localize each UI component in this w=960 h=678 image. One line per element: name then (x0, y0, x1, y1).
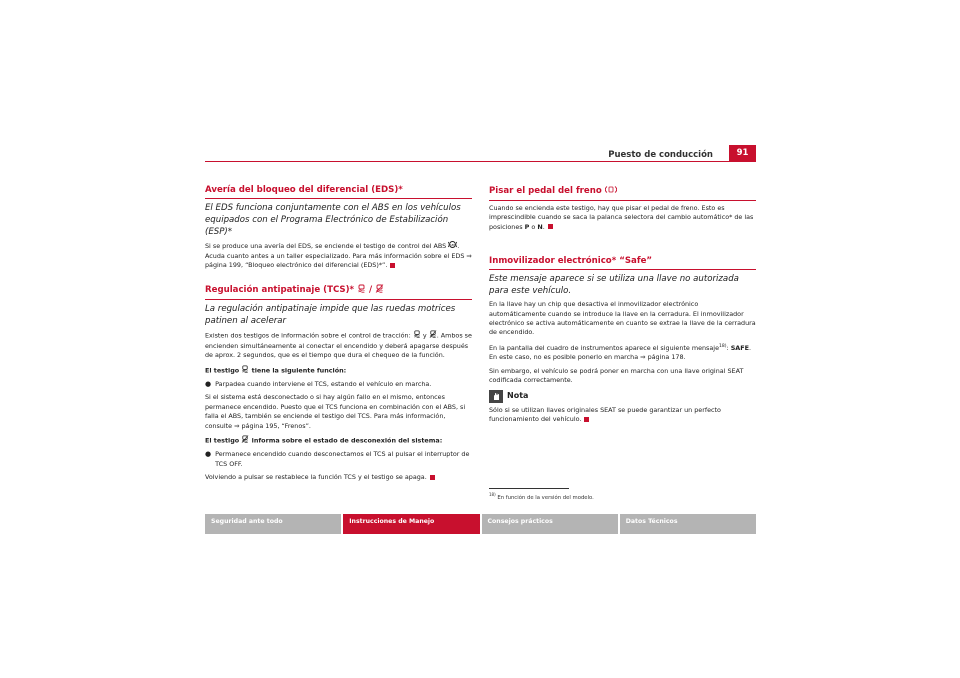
bullet-icon: ● (205, 450, 212, 459)
end-mark-icon (548, 224, 553, 229)
abs-warning-icon (448, 241, 457, 251)
eds-paragraph: Si se produce una avería del EDS, se enciende el testigo de control del ABS ABS . Acuda cuanto antes a un taller especializado. Para más información sobre el EDS ⇒ página 199, “Bloqueo electrónico del diferencial (EDS)*”. (205, 242, 472, 270)
immobilizer-paragraph-1: En la llave hay un chip que desactiva el inmovilizador electrónico automáticamente cuando se introduce la llave en la cerradura. El inmovilizador electrónico se activa automáticamente en cuanto se extrae la llave de la cerradura de encendido. (489, 300, 756, 337)
end-mark-icon (584, 417, 589, 422)
immobilizer-paragraph-3: Sin embargo, el vehículo se podrá poner en marcha con una llave original SEAT codificada correctamente. (489, 366, 744, 385)
tcs-heading-2: El testigo informa sobre el estado de desconexión del sistema: (205, 436, 443, 445)
tcs-icon (357, 284, 366, 297)
list-item: ● Permanece encendido cuando desconectamos el TCS al pulsar el interruptor de TCS OFF. (205, 450, 470, 468)
tcs-icon (413, 330, 421, 341)
footer-tab-consejos[interactable]: Consejos prácticos (482, 514, 618, 534)
tcs-heading-1: El testigo tiene la siguiente función: (205, 366, 347, 375)
page-header-title: Puesto de conducción (608, 150, 713, 160)
immobilizer-paragraph-2: En la pantalla del cuadro de instrumentos aparece el siguiente mensaje$^{18)}$: SAFE. En este caso, no es posible ponerlo en marcha ⇒ página 178. (489, 343, 752, 362)
list-item: ● Parpadea cuando interviene el TCS, estando el vehículo en marcha. (205, 380, 432, 389)
footnote: $^{18)}$ En función de la versión del modelo. (489, 492, 594, 501)
tcs-section-title: Regulación antipatinaje (TCS)* / (205, 284, 472, 300)
footer-nav (205, 514, 756, 534)
tcs-subtitle: La regulación antipatinaje impide que las ruedas motrices patinen al acelerar (205, 304, 456, 327)
note-header: Nota (489, 390, 756, 403)
tcs-icon (241, 365, 249, 376)
immobilizer-section-title: Inmovilizador electrónico* “Safe” (489, 256, 756, 270)
end-mark-icon (430, 475, 435, 480)
svg-text:ABS: ABS (449, 242, 456, 247)
left-column (205, 185, 472, 487)
brake-section-title: Pisar el pedal del freno (489, 185, 756, 201)
tcs-paragraph-1: Existen dos testigos de información sobre el control de tracción: y . Ambos se encienden simultáneamente al conectar el encendido y deberá apagarse después de aprox. 2 segundos, que es el tiempo que dura el chequeo de la función. (205, 332, 472, 360)
tcs-paragraph-2: Si el sistema está desconectado o si hay algún fallo en el mismo, entonces permanece encendido. Puesto que el TCS funciona en combinación con el ABS, si falla el ABS, también se enciende el testigo del TCS. Para más información, consulte ⇒ página 195, “Frenos”. (205, 393, 466, 430)
footer-tab-seguridad[interactable]: Seguridad ante todo (205, 514, 341, 534)
note-text: Sólo si se utilizan llaves originales SEAT se puede garantizar un perfecto funcionamiento del vehículo. (489, 405, 721, 423)
tcs-off-icon (429, 330, 437, 341)
tcs-off-icon (241, 435, 249, 446)
right-column (489, 185, 756, 428)
tcs-paragraph-3: Volviendo a pulsar se restablece la función TCS y el testigo se apaga. (205, 473, 472, 482)
eds-subtitle: El EDS funciona conjuntamente con el ABS en los vehículos equipados con el Programa Electrónico de Estabilización (ESP)* (205, 203, 461, 237)
tcs-off-icon (375, 284, 384, 297)
end-mark-icon (390, 263, 395, 268)
brake-paragraph: Cuando se encienda este testigo, hay que pisar el pedal de freno. Esto es imprescindible cuando se saca la palanca selectora del cambio automático* de las posiciones P o N. (489, 204, 754, 231)
note-icon (489, 390, 503, 403)
footer-tab-instrucciones[interactable]: Instrucciones de Manejo (343, 514, 479, 534)
footer-tab-datos[interactable]: Datos Técnicos (620, 514, 756, 534)
page-number: 91 (729, 145, 756, 161)
footnote-divider (489, 488, 569, 489)
header-divider (205, 161, 756, 162)
brake-pedal-icon (605, 185, 617, 198)
eds-section-title: Avería del bloqueo del diferencial (EDS)* (205, 185, 472, 199)
bullet-icon: ● (205, 380, 212, 389)
immobilizer-subtitle: Este mensaje aparece si se utiliza una llave no autorizada para este vehículo. (489, 274, 739, 297)
